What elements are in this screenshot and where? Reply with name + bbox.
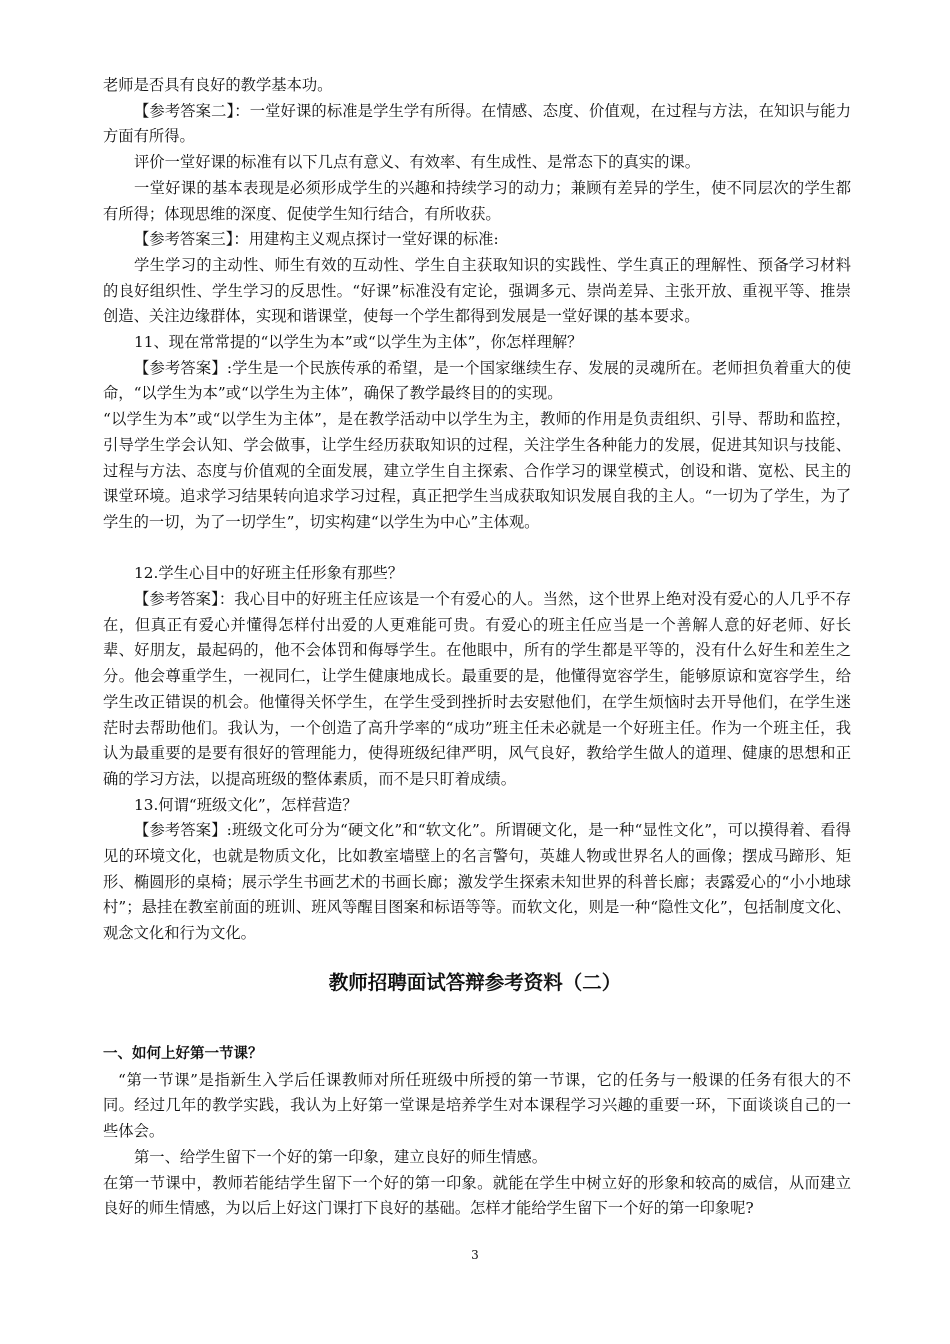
paragraph: 学生学习的主动性、师生有效的互动性、学生自主获取知识的实践性、学生真正的理解性、预备学习材料的良好组织性、学生学习的反思性。“好课”标准没有定论，强调多元、崇尚差异、主张开放、重视平等、推崇创造、关注边缘群体，实现和谐课堂，使每一个学生都得到发展是一堂好课的基本要求。	[103, 255, 851, 326]
answer-paragraph: 【参考答案三】：用建构主义观点探讨一堂好课的标准:	[134, 230, 499, 249]
section-two	[103, 1042, 851, 1222]
answer-paragraph: 【参考答案】:学生是一个民族传承的希望，是一个国家继续生存、发展的灵魂所在。老师担负着重大的使命，“以学生为本”或“以学生为主体”，确保了教学最终目的的实现。	[103, 358, 851, 403]
question-12: 12.学生心目中的好班主任形象有那些？	[134, 564, 404, 583]
page-number: 3	[471, 1248, 479, 1262]
paragraph: 评价一堂好课的标准有以下几点有意义、有效率、有生成性、是常态下的真实的课。	[134, 153, 700, 172]
question-11: 11、现在常常提的“以学生为本”或“以学生为主体”，你怎样理解？	[134, 333, 583, 352]
question-13: 13.何谓“班级文化”，怎样营造？	[134, 795, 358, 814]
section-heading: 一、如何上好第一节课？	[103, 1046, 263, 1062]
answer-paragraph: 【参考答案】：我心目中的好班主任应该是一个有爱心的人。当然，这个世界上绝对没有爱心的人几乎不存在，但真正有爱心并懂得怎样付出爱的人更难能可贵。有爱心的班主任应当是一个善解人意的好老师、好长辈、好朋友，最起码的，他不会体罚和侮辱学生。在他眼中，所有的学生都是平等的，没有什么好生和差生之分。他会尊重学生，一视同仁，让学生健康地成长。最重要的是，他懂得宽容学生，能够原谅和宽容学生，给学生改正错误的机会。他懂得关怀学生，在学生受到挫折时去安慰他们，在学生烦恼时去开导他们，在学生迷茫时去帮助他们。我认为，一个创造了高升学率的“成功”班主任未必就是一个好班主任。作为一个班主任，我认为最重要的是要有很好的管理能力，使得班级纪律严明，风气良好，教给学生做人的道理、健康的思想和正确的学习方法，以提高班级的整体素质，而不是只盯着成绩。	[103, 590, 851, 788]
paragraph: 老师是否具有良好的教学基本功。	[103, 76, 333, 94]
blank-line	[103, 536, 851, 562]
paragraph: 在第一节课中，教师若能结学生留下一个好的第一印象。就能在学生中树立好的形象和较高的威信，从而建立良好的师生情感，为以后上好这门课打下良好的基础。怎样才能给学生留下一个好的第一印象呢?	[103, 1173, 851, 1218]
paragraph: “以学生为本”或“以学生为主体”，是在教学活动中以学生为主，教师的作用是负责组织、引导、帮助和监控，引导学生学会认知、学会做事，让学生经历获取知识的过程，关注学生各种能力的发展，促进其知识与技能、过程与方法、态度与价值观的全面发展，建立学生自主探索、合作学习的课堂模式，创设和谐、宽松、民主的课堂环境。追求学习结果转向追求学习过程，真正把学生当成获取知识发展自我的主人。“一切为了学生，为了学生的一切，为了一切学生”，切实构建“以学生为中心”主体观。	[103, 410, 851, 531]
paragraph: 一堂好课的基本表现是必须形成学生的兴趣和持续学习的动力；兼顾有差异的学生，使不同层次的学生都有所得；体现思维的深度、促使学生知行结合，有所收获。	[103, 178, 851, 223]
paragraph: 第一、给学生留下一个好的第一印象，建立良好的师生情感。	[134, 1147, 548, 1166]
paragraph: “第一节课”是指新生入学后任课教师对所任班级中所授的第一节课，它的任务与一般课的任务有很大的不同。经过几年的教学实践，我认为上好第一堂课是培养学生对本课程学习兴趣的重要一环，下面谈谈自己的一些体会。	[103, 1070, 851, 1141]
answer-paragraph: 【参考答案二】：一堂好课的标准是学生学有所得。在情感、态度、价值观，在过程与方法，在知识与能力方面有所得。	[103, 101, 851, 146]
section-title: 教师招聘面试答辩参考资料（二）	[328, 971, 622, 994]
answer-paragraph: 【参考答案】:班级文化可分为“硬文化”和“软文化”。所谓硬文化，是一种“显性文化”，可以摸得着、看得见的环境文化，也就是物质文化，比如教室墙壁上的名言警句，英雄人物或世界名人的画像；摆成马蹄形、矩形、椭圆形的桌椅；展示学生书画艺术的书画长廊；激发学生探索未知世界的科普长廊；表露爱心的“小小地球村”；悬挂在教室前面的班训、班风等醒目图案和标语等等。而软文化，则是一种“隐性文化”，包括制度文化、观念文化和行为文化。	[103, 821, 851, 943]
body-text	[103, 73, 851, 947]
